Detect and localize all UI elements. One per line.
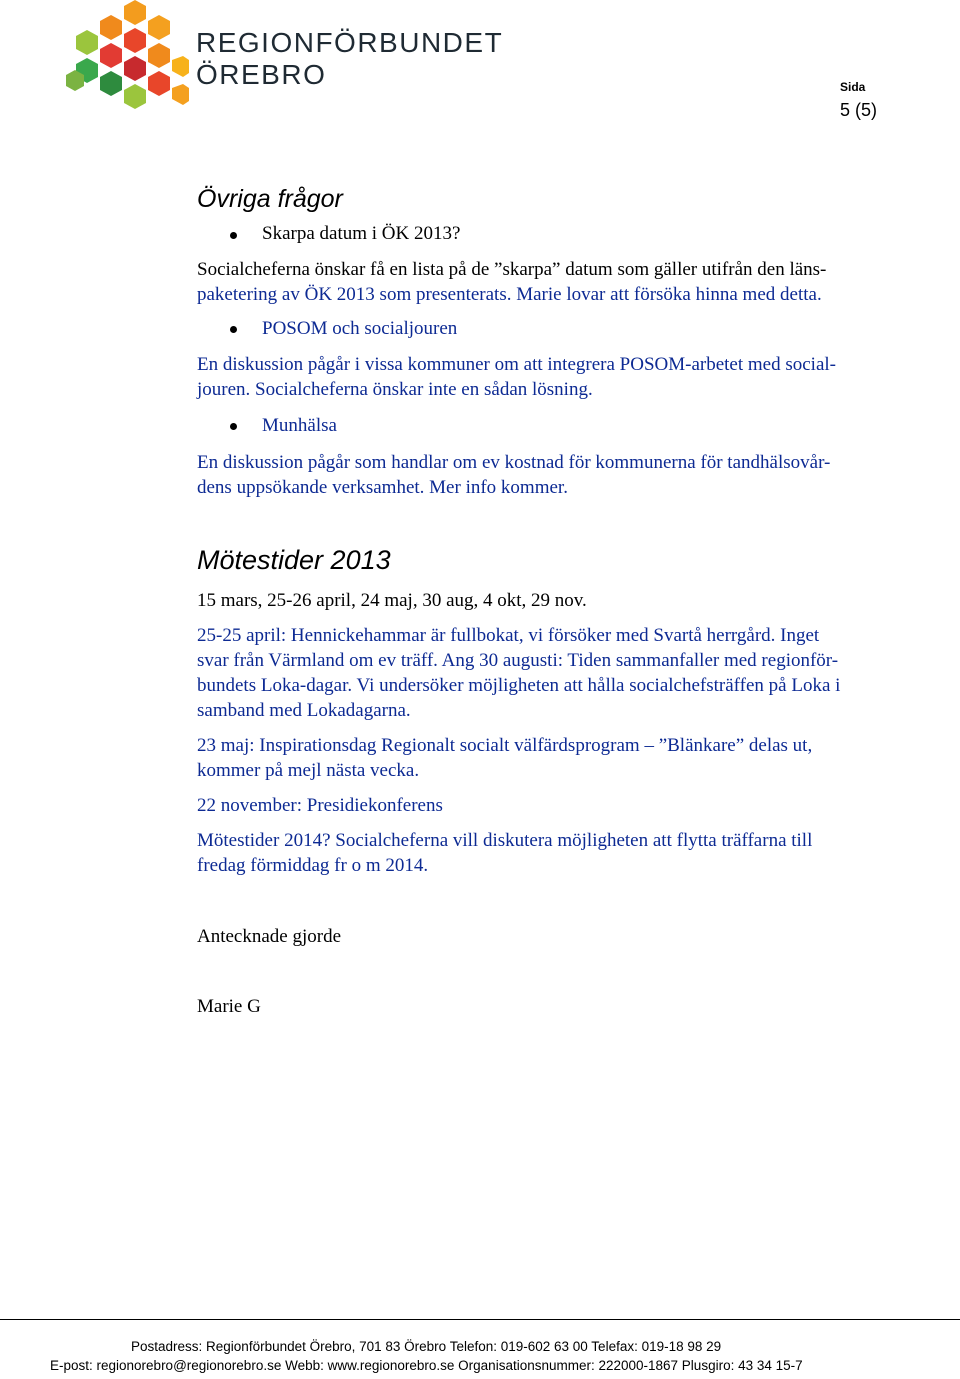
bullet-icon	[230, 423, 237, 430]
logo-hexagon	[148, 43, 170, 68]
logo-hexagon	[100, 43, 122, 68]
bullet-icon	[230, 232, 237, 239]
paragraph-line: kommer på mejl nästa vecka.	[197, 760, 420, 781]
paragraph-line: 23 maj: Inspirationsdag Regionalt socialt välfärdsprogram – ”Blänkare” delas ut,	[197, 735, 813, 756]
page-label: Sida	[840, 80, 866, 94]
footer-divider	[0, 1319, 960, 1320]
footer-address: Postadress: Regionförbundet Örebro, 701 83 Örebro Telefon: 019-602 63 00 Telefax: 019-18 98 29	[131, 1339, 722, 1354]
logo-hexagon	[172, 56, 189, 77]
section-heading-motestider: Mötestider 2013	[197, 545, 391, 575]
bullet-icon	[230, 326, 237, 333]
logo-hexagon	[124, 84, 146, 109]
bullet-item-munhalsa: Munhälsa	[262, 415, 337, 436]
page-number: 5 (5)	[840, 100, 878, 120]
logo-hexagon	[100, 71, 122, 96]
paragraph-line: svar från Värmland om ev träff. Ang 30 augusti: Tiden sammanfaller med regionför-	[197, 650, 839, 671]
paragraph-line: En diskussion pågår i vissa kommuner om att integrera POSOM-arbetet med social-	[197, 354, 837, 375]
meeting-dates: 15 mars, 25-26 april, 24 maj, 30 aug, 4 okt, 29 nov.	[197, 590, 587, 611]
bullet-item-posom: POSOM och socialjouren	[262, 318, 458, 339]
paragraph-line: 25-25 april: Hennickehammar är fullbokat, vi försöker med Svartå herrgård. Inget	[197, 625, 820, 646]
paragraph-line: fredag förmiddag fr o m 2014.	[197, 855, 429, 876]
paragraph-line: bundets Loka-dagar. Vi undersöker möjligheten att hålla socialchefsträffen på Loka i	[197, 675, 841, 696]
footer-contact: E-post: regionorebro@regionorebro.se Webb: www.regionorebro.se Organisationsnummer: 222000-1867 Plusgiro: 43 34 15-7	[50, 1358, 803, 1373]
logo-hexagon	[100, 15, 122, 40]
logo-hexagon	[148, 15, 170, 40]
paragraph-line: samband med Lokadagarna.	[197, 700, 411, 721]
bullet-item-skarpa-datum: Skarpa datum i ÖK 2013?	[262, 223, 461, 244]
paragraph-line: Socialcheferna önskar få en lista på de ”skarpa” datum som gäller utifrån den läns-	[197, 259, 827, 280]
author-name: Marie G	[197, 996, 261, 1017]
paragraph-line: jouren. Socialcheferna önskar inte en sådan lösning.	[197, 379, 593, 400]
brand-name-line2: ÖREBRO	[196, 59, 327, 90]
paragraph-line: dens uppsökande verksamhet. Mer info kommer.	[197, 477, 568, 498]
logo-hexagon	[148, 71, 170, 96]
logo-hexagon	[124, 28, 146, 53]
logo-hexagon	[172, 84, 189, 105]
regionforbundet-logo	[64, 0, 189, 112]
section-heading-ovriga-fragor: Övriga frågor	[197, 185, 343, 213]
brand-name-line1: REGIONFÖRBUNDET	[196, 27, 504, 58]
paragraph-line: paketering av ÖK 2013 som presenterats. Marie lovar att försöka hinna med detta.	[197, 284, 822, 305]
logo-hexagon	[124, 56, 146, 81]
paragraph-line: 22 november: Presidiekonferens	[197, 795, 443, 816]
paragraph-line: Mötestider 2014? Socialcheferna vill diskutera möjligheten att flytta träffarna till	[197, 830, 813, 851]
logo-hexagon	[124, 0, 146, 25]
paragraph-line: En diskussion pågår som handlar om ev kostnad för kommunerna för tandhälsovår-	[197, 452, 831, 473]
logo-hexagon	[76, 30, 98, 55]
noted-by: Antecknade gjorde	[197, 926, 342, 947]
